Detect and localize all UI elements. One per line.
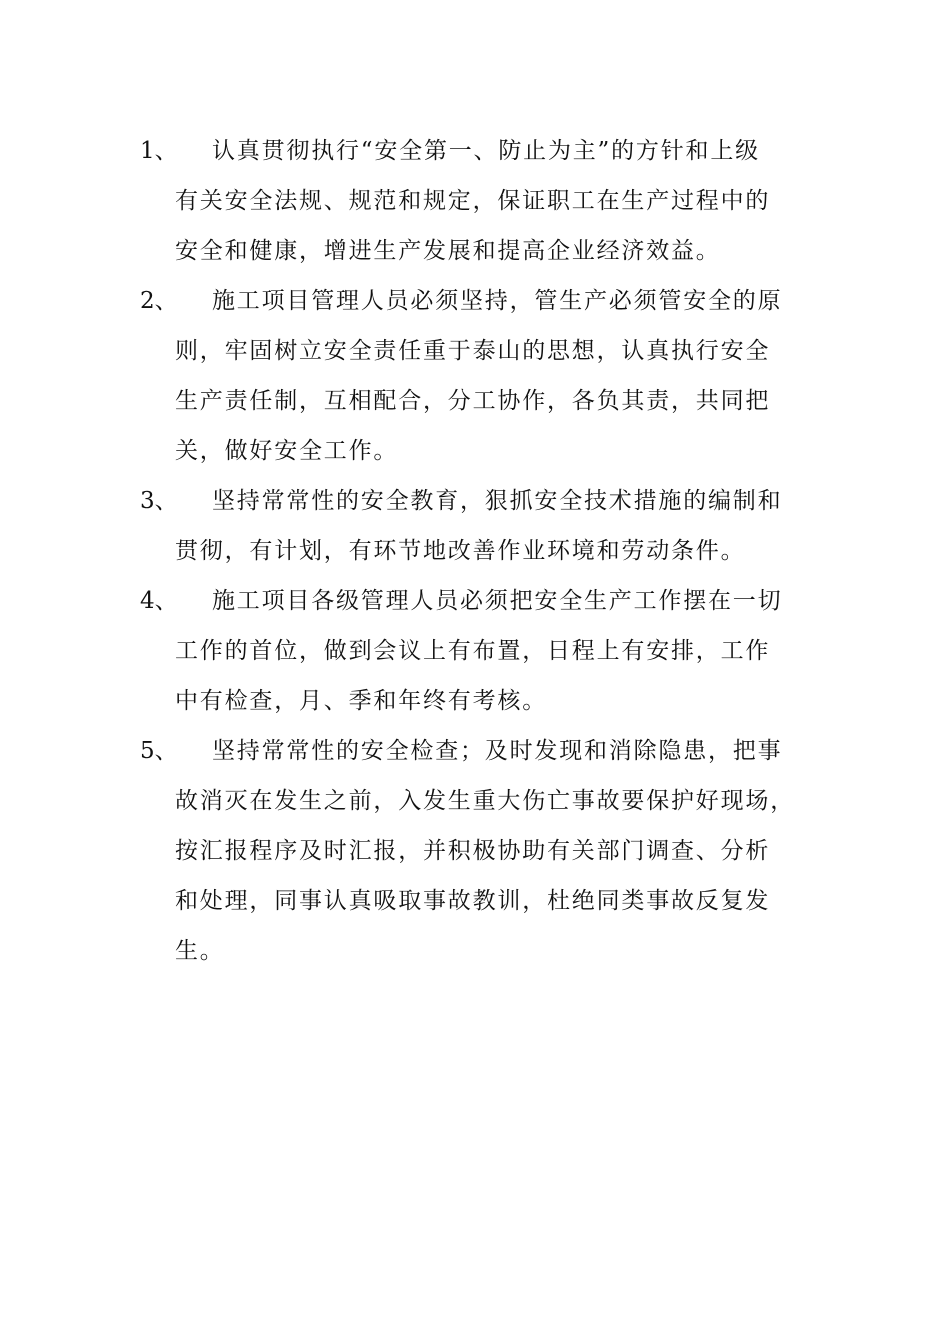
- item-number: 5、: [140, 738, 178, 764]
- text-line: 生产责任制，互相配合，分工协作，各负其责，共同把: [175, 388, 771, 414]
- item-text: [175, 726, 840, 976]
- item-text: [175, 126, 840, 276]
- item-number: 3、: [140, 488, 178, 514]
- list-item: [140, 126, 840, 276]
- text-line: 和处理，同事认真吸取事故教训，杜绝同类事故反复发: [175, 888, 771, 914]
- safety-rules-list: [140, 126, 840, 976]
- item-text: [175, 476, 840, 576]
- list-item: [140, 726, 840, 976]
- text-line: 认真贯彻执行“安全第一、防止为主”的方针和上级: [212, 138, 760, 164]
- text-line: 中有检查，月、季和年终有考核。: [175, 688, 547, 714]
- text-line: 工作的首位，做到会议上有布置，日程上有安排，工作: [175, 638, 771, 664]
- text-line: 施工项目管理人员必须坚持，管生产必须管安全的原: [212, 288, 783, 314]
- item-text: [175, 276, 840, 476]
- text-line: 故消灭在发生之前，入发生重大伤亡事故要保护好现场，: [175, 788, 795, 814]
- list-item: [140, 476, 840, 576]
- item-number: 2、: [140, 288, 178, 314]
- text-line: 有关安全法规、规范和规定，保证职工在生产过程中的: [175, 188, 771, 214]
- list-item: [140, 576, 840, 726]
- text-line: 贯彻，有计划，有环节地改善作业环境和劳动条件。: [175, 538, 746, 564]
- text-line: 坚持常常性的安全检查；及时发现和消除隐患，把事: [212, 738, 783, 764]
- list-item: [140, 276, 840, 476]
- text-line: 安全和健康，增进生产发展和提高企业经济效益。: [175, 238, 721, 264]
- text-line: 生。: [175, 938, 225, 964]
- text-line: 则，牢固树立安全责任重于泰山的思想，认真执行安全: [175, 338, 771, 364]
- text-line: 坚持常常性的安全教育，狠抓安全技术措施的编制和: [212, 488, 783, 514]
- text-line: 施工项目各级管理人员必须把安全生产工作摆在一切: [212, 588, 783, 614]
- item-text: [175, 576, 840, 726]
- text-line: 按汇报程序及时汇报，并积极协助有关部门调查、分析: [175, 838, 771, 864]
- item-number: 1、: [140, 138, 178, 164]
- text-line: 关，做好安全工作。: [175, 438, 399, 464]
- item-number: 4、: [140, 588, 178, 614]
